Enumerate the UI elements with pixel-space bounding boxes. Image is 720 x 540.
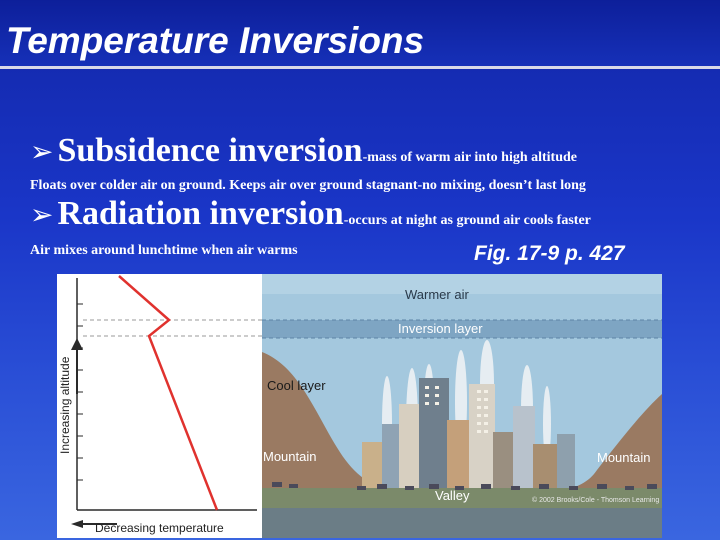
cool-layer-label: Cool layer — [267, 378, 326, 393]
x-axis-label: Decreasing temperature — [95, 521, 224, 535]
title-divider — [0, 66, 720, 69]
title-bar — [0, 0, 720, 66]
bullet-detail: Air mixes around lunchtime when air warms — [30, 243, 298, 258]
slide-title: Temperature Inversions — [6, 20, 425, 61]
mountain-right-label: Mountain — [597, 450, 651, 465]
bullet-heading: Radiation inversion — [57, 195, 344, 232]
arrow-bullet-icon: ➢ — [30, 135, 54, 168]
valley-label: Valley — [435, 488, 470, 503]
bullet-subsidence — [30, 132, 577, 170]
inversion-diagram — [57, 274, 662, 538]
bullet-tail: -mass of warm air into high altitude — [362, 150, 578, 165]
bullet-heading: Subsidence inversion — [57, 132, 363, 169]
inversion-layer-label: Inversion layer — [398, 321, 483, 336]
figure-reference: Fig. 17-9 p. 427 — [474, 242, 625, 265]
graph-panel — [57, 274, 262, 538]
warmer-air-label: Warmer air — [405, 287, 469, 302]
copyright-text: © 2002 Brooks/Cole - Thomson Learning — [532, 497, 660, 504]
arrow-bullet-icon: ➢ — [30, 198, 54, 231]
bullet-tail: -occurs at night as ground air cools faster — [343, 213, 591, 228]
valley-floor — [262, 508, 662, 538]
bullet-detail: Floats over colder air on ground. Keeps air over ground stagnant-no mixing, doesn’t last long — [30, 178, 586, 193]
y-axis-label: Increasing altitude — [58, 356, 72, 454]
mountain-left-label: Mountain — [263, 449, 317, 464]
inversion-figure — [57, 274, 662, 538]
bullet-radiation — [30, 195, 591, 233]
